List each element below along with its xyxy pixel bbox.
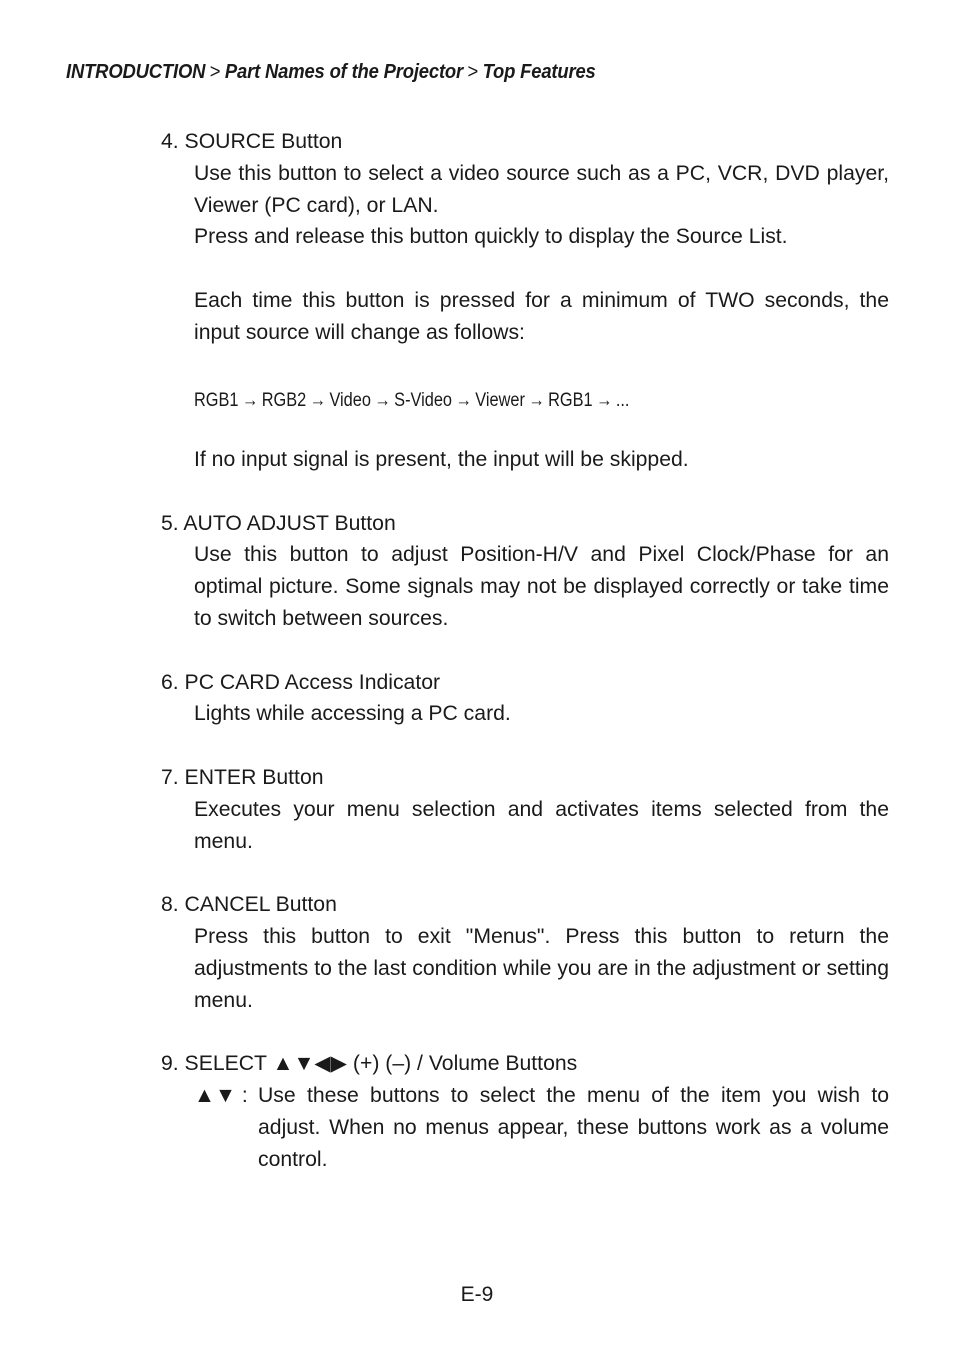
sequence-step: RGB1 (548, 390, 593, 412)
paragraph: Press and release this button quickly to display the Source List. (194, 225, 788, 249)
section-heading: 8. CANCEL Button (161, 893, 337, 917)
section-auto-adjust-button (161, 508, 889, 635)
section-enter-button (161, 762, 889, 857)
sequence-step: ... (615, 390, 630, 412)
arrow-right-icon: → (455, 390, 472, 412)
paragraph: Press this button to exit "Menus". Press this button to return the adjustments to the last condition while you are in the adjustment or setting menu. (194, 924, 889, 1012)
section-select-volume-buttons (161, 1048, 889, 1175)
paragraph: Each time this button is pressed for a minimum of TWO seconds, the input source will change as follows: (194, 288, 889, 344)
breadcrumb-separator: > (467, 60, 479, 83)
section-heading: 9. SELECT ▲▼◀▶ (+) (–) / Volume Buttons (161, 1052, 578, 1076)
section-body (194, 698, 889, 730)
sequence-step: Video (329, 390, 371, 412)
paragraph: Use this button to select a video source such as a PC, VCR, DVD player, Viewer (PC card), or LAN. (194, 161, 889, 217)
section-heading: 4. SOURCE Button (161, 130, 343, 153)
paragraph: Lights while accessing a PC card. (194, 702, 511, 726)
section-body (194, 158, 889, 476)
section-body (194, 794, 889, 858)
sequence-step: S-Video (394, 390, 453, 412)
breadcrumb-introduction: INTRODUCTION (66, 60, 206, 83)
paragraph: Use these buttons to select the menu of the item you wish to adjust. When no menus appear, these buttons work as a volume control. (258, 1083, 889, 1171)
section-pc-card-indicator (161, 667, 889, 731)
sequence-step: Viewer (475, 390, 525, 412)
section-heading: 7. ENTER Button (161, 765, 324, 789)
breadcrumb-top-features: Top Features (482, 60, 596, 83)
source-sequence-line (194, 380, 889, 412)
sequence-step: RGB2 (261, 390, 307, 412)
breadcrumb-separator: > (209, 60, 221, 83)
section-heading: 6. PC CARD Access Indicator (161, 670, 441, 694)
arrow-right-icon: → (241, 390, 259, 412)
select-up-down-description (194, 1080, 889, 1175)
arrow-right-icon: → (309, 390, 327, 412)
section-heading: 5. AUTO ADJUST Button (161, 511, 396, 535)
breadcrumb-part-names: Part Names of the Projector (224, 60, 464, 83)
source-sequence (194, 380, 792, 417)
sequence-step: RGB1 (194, 390, 239, 412)
breadcrumb (66, 60, 596, 84)
section-body (194, 921, 889, 1016)
arrow-right-icon: → (596, 390, 613, 412)
paragraph: Use this button to adjust Position-H/V and Pixel Clock/Phase for an optimal picture. Some signals may not be displayed correctly or take time to switch between sources. (194, 543, 889, 630)
up-down-arrows-label: ▲▼ : (194, 1083, 248, 1107)
paragraph: Executes your menu selection and activates items selected from the menu. (194, 797, 889, 853)
section-cancel-button (161, 889, 889, 1016)
arrow-right-icon: → (374, 390, 391, 412)
arrow-right-icon: → (528, 390, 545, 412)
paragraph: If no input signal is present, the input will be skipped. (194, 447, 689, 471)
page-content (161, 126, 889, 1175)
section-body (194, 539, 889, 634)
section-source-button (161, 126, 889, 476)
page-number: E-9 (460, 1283, 494, 1306)
